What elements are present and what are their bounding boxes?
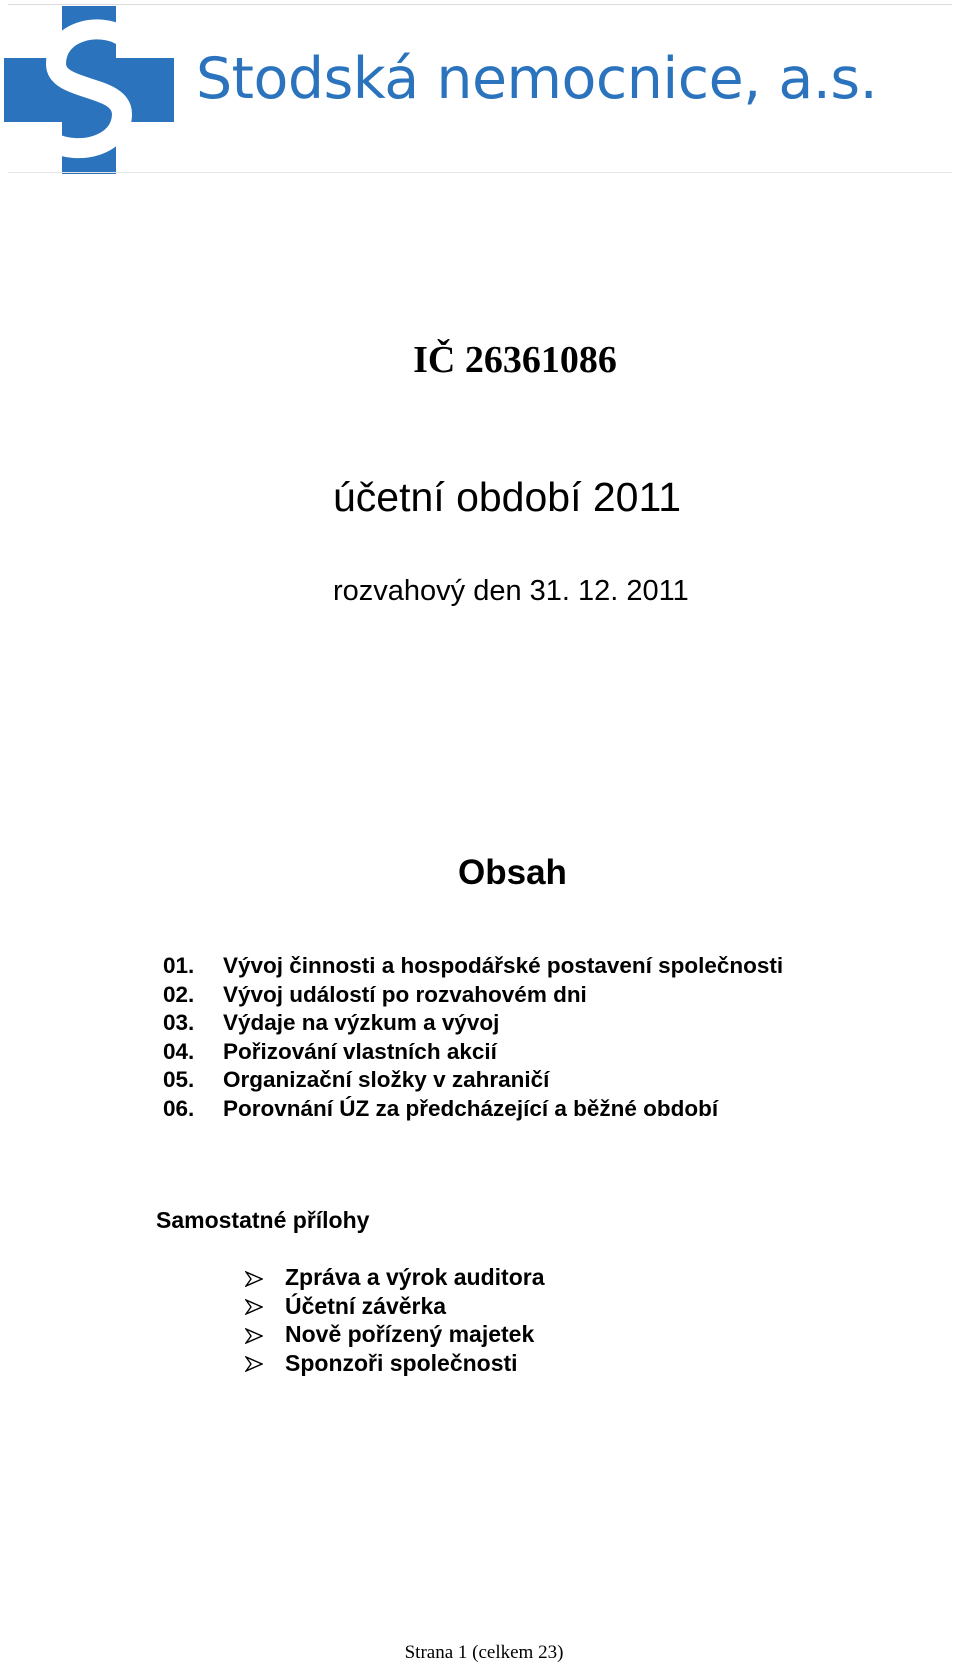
contents-item-number: 06. bbox=[163, 1095, 195, 1121]
annexes-heading: Samostatné přílohy bbox=[156, 1207, 370, 1233]
contents-item-label: Organizační složky v zahraničí bbox=[223, 1067, 550, 1092]
annex-item-label: Účetní závěrka bbox=[285, 1292, 447, 1319]
arrowhead-bullet-icon bbox=[245, 1271, 285, 1287]
annex-item-label: Sponzoři společnosti bbox=[285, 1349, 518, 1376]
arrowhead-bullet-icon bbox=[245, 1356, 285, 1372]
contents-item-label: Pořizování vlastních akcií bbox=[223, 1038, 497, 1064]
logo-top-rule bbox=[8, 4, 952, 5]
contents-item bbox=[163, 981, 783, 1010]
contents-item-label: Vývoj činnosti a hospodářské postavení společnosti bbox=[223, 953, 784, 978]
accounting-period: účetní období 2011 bbox=[333, 474, 682, 520]
contents-item-label: Vývoj událostí po rozvahovém dni bbox=[223, 981, 587, 1007]
contents-item bbox=[163, 1009, 783, 1038]
company-id: IČ 26361086 bbox=[413, 339, 617, 381]
hospital-cross-s-logo-icon bbox=[4, 6, 174, 174]
arrowhead-bullet-icon bbox=[245, 1299, 285, 1315]
contents-item-number: 01. bbox=[163, 953, 195, 978]
annex-item bbox=[245, 1292, 545, 1321]
annex-item-label: Nově pořízený majetek bbox=[285, 1321, 535, 1347]
contents-list bbox=[163, 952, 783, 1123]
annex-item bbox=[245, 1349, 545, 1378]
contents-item-label: Výdaje na výzkum a vývoj bbox=[223, 1010, 500, 1035]
contents-item bbox=[163, 1095, 783, 1124]
annex-item bbox=[245, 1263, 545, 1292]
annex-item-label: Zpráva a výrok auditora bbox=[285, 1264, 545, 1290]
contents-item-number: 03. bbox=[163, 1010, 195, 1035]
annex-item bbox=[245, 1320, 545, 1349]
page-number-footer: Strana 1 (celkem 23) bbox=[404, 1642, 564, 1663]
annexes-list bbox=[245, 1263, 545, 1377]
contents-item-number: 02. bbox=[163, 981, 195, 1007]
contents-item bbox=[163, 1066, 783, 1095]
header-logo-banner bbox=[0, 0, 960, 178]
contents-heading: Obsah bbox=[458, 853, 567, 892]
contents-item-number: 05. bbox=[163, 1067, 195, 1092]
contents-item bbox=[163, 952, 783, 981]
logo-wordmark: Stodská nemocnice, a.s. bbox=[196, 46, 878, 112]
contents-item-label: Porovnání ÚZ za předcházející a běžné období bbox=[223, 1095, 719, 1121]
contents-item bbox=[163, 1038, 783, 1067]
balance-sheet-date: rozvahový den 31. 12. 2011 bbox=[333, 575, 689, 607]
arrowhead-bullet-icon bbox=[245, 1328, 285, 1344]
logo-bottom-rule bbox=[8, 172, 952, 173]
contents-item-number: 04. bbox=[163, 1038, 195, 1064]
